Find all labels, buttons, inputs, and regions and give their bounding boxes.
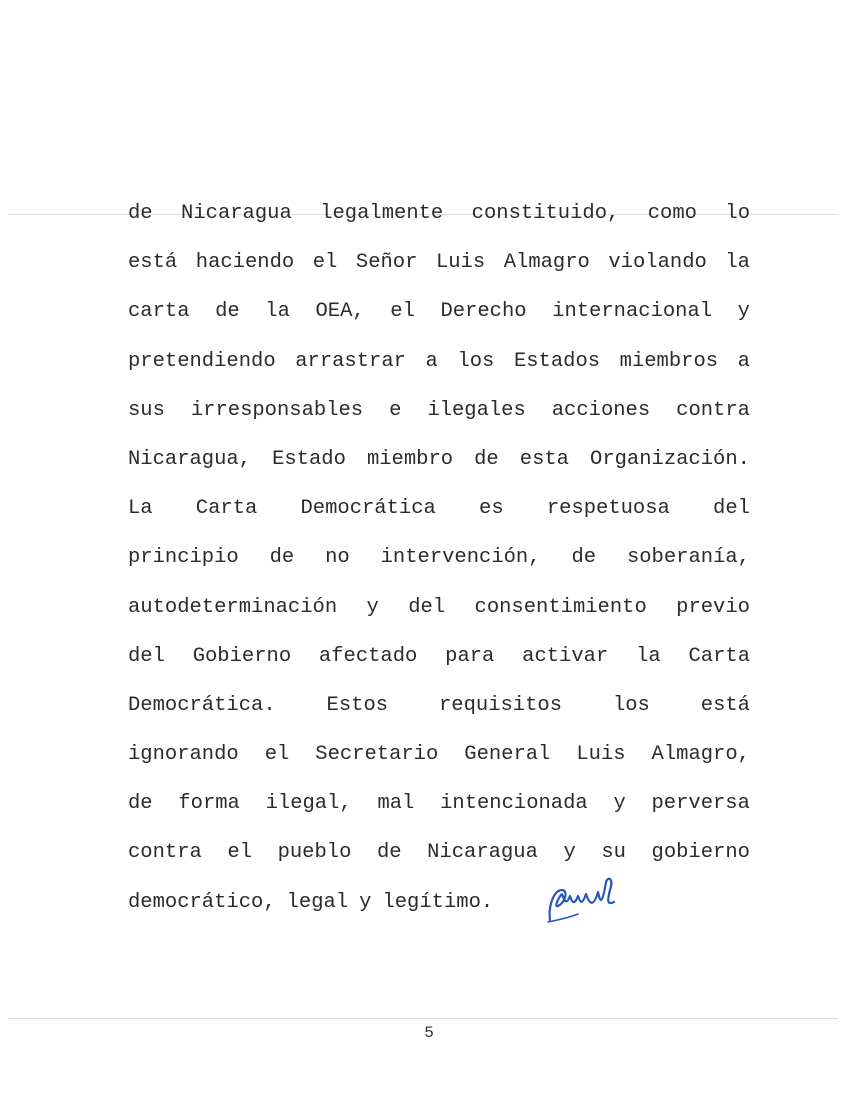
- text-line: [128, 835, 750, 884]
- word: contra: [676, 398, 750, 422]
- word: para: [445, 644, 495, 668]
- text-line: [128, 540, 750, 589]
- word: a: [737, 349, 750, 373]
- text-line: [128, 590, 750, 639]
- word: ilegales: [427, 398, 526, 422]
- text-line: [128, 393, 750, 442]
- word: afectado: [318, 644, 418, 668]
- word: Señor: [355, 251, 418, 275]
- word: gobierno: [651, 841, 750, 865]
- word: el: [264, 743, 290, 767]
- bottom-rule: [8, 1018, 838, 1019]
- word: pretendiendo: [128, 349, 276, 373]
- text-line: [128, 786, 750, 835]
- word: Nicaragua: [427, 841, 538, 865]
- word: legalmente: [320, 202, 444, 225]
- word: no: [325, 546, 350, 570]
- word: el: [312, 251, 338, 275]
- word: esta: [519, 447, 569, 471]
- word: Almagro: [503, 251, 590, 275]
- word: de: [128, 792, 153, 816]
- word: haciendo: [195, 251, 295, 275]
- word: del: [408, 595, 446, 619]
- word: previo: [676, 595, 750, 619]
- word: miembros: [619, 349, 719, 373]
- word: mal: [377, 792, 415, 816]
- word: intencionada: [440, 792, 588, 816]
- word: democrático,: [128, 890, 276, 914]
- word: sus: [128, 398, 165, 422]
- word: activar: [522, 644, 609, 668]
- word: constituido,: [471, 202, 620, 225]
- word: como: [647, 202, 697, 225]
- body-text: [128, 196, 750, 934]
- word: Gobierno: [192, 644, 292, 668]
- word: el: [227, 841, 252, 865]
- word: Almagro,: [651, 743, 750, 767]
- word: y: [737, 300, 750, 324]
- word: de: [215, 300, 240, 324]
- word: respetuosa: [546, 497, 670, 521]
- word: OEA,: [315, 300, 365, 324]
- word: está: [128, 251, 178, 275]
- text-line: [128, 196, 750, 245]
- word: carta: [128, 300, 190, 324]
- text-line: [128, 737, 750, 786]
- text-line: [128, 885, 750, 934]
- word: violando: [608, 251, 707, 275]
- text-line: [128, 688, 750, 737]
- word: lo: [725, 202, 750, 225]
- word: principio: [128, 546, 239, 570]
- word: está: [700, 693, 750, 717]
- word: el: [390, 300, 415, 324]
- text-line: [128, 491, 750, 540]
- word: Carta: [688, 644, 750, 668]
- page-number: 5: [424, 1024, 434, 1042]
- handwritten-signature: [544, 872, 624, 926]
- word: requisitos: [438, 693, 563, 717]
- word: Democrática: [300, 497, 436, 521]
- word: Derecho: [440, 300, 527, 324]
- word: de: [474, 447, 499, 471]
- word: es: [479, 497, 504, 521]
- word: Estados: [513, 349, 601, 373]
- word: Carta: [195, 497, 258, 521]
- word: pueblo: [277, 841, 352, 865]
- word: ignorando: [128, 743, 239, 767]
- word: Luis: [435, 251, 486, 275]
- word: legítimo.: [382, 890, 494, 914]
- word: de: [128, 202, 153, 225]
- word: forma: [178, 792, 240, 816]
- word: Estado: [272, 447, 346, 471]
- word: Secretario: [315, 743, 439, 767]
- word: la: [725, 251, 750, 275]
- word: y: [613, 792, 626, 816]
- word: soberanía,: [626, 546, 750, 570]
- word: y: [563, 841, 576, 865]
- word: intervención,: [380, 546, 541, 570]
- text-line: [128, 442, 750, 491]
- word: perversa: [651, 792, 750, 816]
- word: acciones: [551, 398, 651, 422]
- word: los: [612, 693, 650, 717]
- word: a: [425, 349, 438, 373]
- word: del: [128, 644, 165, 668]
- text-line: [128, 639, 750, 688]
- word: de: [269, 546, 295, 570]
- word: su: [601, 841, 626, 865]
- word: ilegal,: [265, 792, 352, 816]
- word: autodeterminación: [128, 595, 338, 619]
- word: y: [366, 595, 379, 619]
- word: del: [713, 497, 750, 521]
- word: miembro: [366, 447, 454, 471]
- word: contra: [128, 841, 202, 865]
- word: General: [464, 743, 551, 767]
- word: de: [571, 546, 597, 570]
- word: Organización.: [590, 447, 750, 471]
- word: La: [128, 497, 153, 521]
- word: consentimiento: [474, 595, 647, 619]
- word: internacional: [552, 300, 713, 324]
- text-line: [128, 344, 750, 393]
- word: e: [389, 398, 402, 422]
- word: Estos: [326, 693, 389, 717]
- word: irresponsables: [190, 398, 364, 422]
- word: arrastrar: [295, 349, 406, 373]
- word: la: [636, 644, 661, 668]
- word: Nicaragua,: [128, 447, 252, 471]
- word: los: [457, 349, 495, 373]
- word: Luis: [576, 743, 626, 767]
- word: y: [359, 890, 372, 914]
- word: Nicaragua: [181, 202, 292, 225]
- word: legal: [286, 890, 349, 914]
- text-line: [128, 294, 750, 343]
- word: de: [376, 841, 402, 865]
- word: Democrática.: [128, 693, 276, 717]
- word: la: [265, 300, 290, 324]
- text-line: [128, 245, 750, 294]
